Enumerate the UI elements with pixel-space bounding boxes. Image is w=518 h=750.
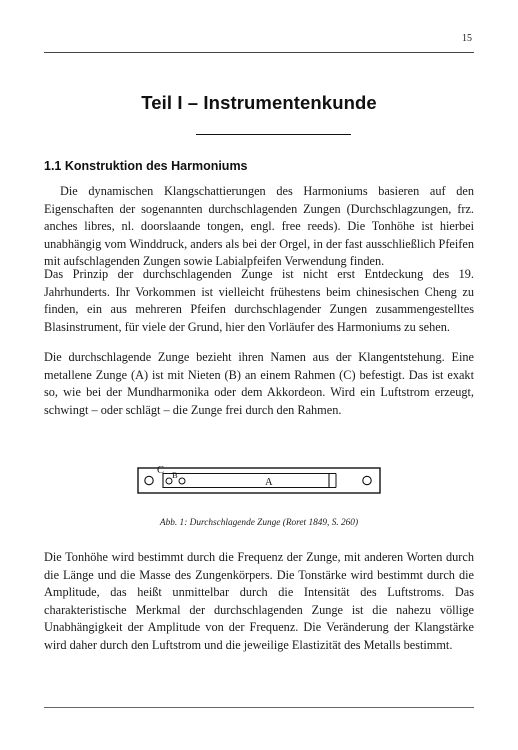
- footer-rule: [44, 707, 474, 708]
- paragraph-reed-dynamics: Die dynamischen Klangschattierungen des Harmoniums basieren auf den Eigenschaften der sogenannten durchschlagenden Zungen (Durchschlagzungen, frz. anches libres, nl. doorslaande tongen, engl. free reeds). Die Tonhöhe ist hierbei unabhängig vom Winddruck, anders als bei der Orgel, in der fast ausschließlich Pfeifen mit aufschlagenden Zungen sowie Labialpfeifen Verwendung finden.: [44, 184, 474, 269]
- free-reed-diagram: [129, 462, 389, 502]
- paragraph-reed-construction: Die durchschlagende Zunge bezieht ihren Namen aus der Klangentstehung. Eine metallene Zunge (A) ist mit Nieten (B) an einem Rahmen (C) befestigt. Das ist exakt so, wie bei der Mundharmonika oder dem Akkordeon. Wird ein Luftstrom erzeugt, schwingt – oder schlägt – die Zunge frei durch den Rahmen.: [44, 350, 474, 417]
- frame-right-hole-icon: [363, 476, 371, 484]
- reed-tongue-shape: [163, 474, 329, 488]
- rivet-icon: [179, 478, 185, 484]
- section-heading: 1.1 Konstruktion des Harmoniums: [44, 159, 248, 173]
- paragraph-reed-history: Das Prinzip der durchschlagenden Zunge ist nicht erst Entdeckung des 19. Jahrhunderts. Ihr Vorkommen ist vielleicht frühestens beim chinesischen Cheng zu finden, ein aus mehreren Pfeifen durchschlagender Zungen zusammengestelltes Blasinstrument, für viele der Grund, hier den Vorläufer des Harmoniums zu sehen.: [44, 267, 474, 334]
- label-frame: C: [157, 465, 165, 476]
- paragraph-pitch-volume: Die Tonhöhe wird bestimmt durch die Frequenz der Zunge, mit anderen Worten durch die Länge und die Masse des Zungenkörpers. Die Tonstärke wird bestimmt durch die Amplitude, das heißt unmittelbar durch die Intensität des Luftstroms. Das charakteristische Merkmal der durchschlagenden Zunge ist die nahezu völlige Unabhängigkeit der Amplitude von der Frequenz. Die Veränderung der Klangstärke wird daher durch den Luftstrom und die jeweilige Elastizität des Metalls bestimmt.: [44, 550, 474, 652]
- figure-caption: Abb. 1: Durchschlagende Zunge (Roret 1849, S. 260): [159, 518, 359, 528]
- part-title: Teil I – Instrumentenkunde: [141, 92, 377, 113]
- title-underline: [196, 134, 351, 135]
- reed-diagram-figure: [129, 462, 389, 502]
- page-number: 15: [462, 33, 472, 44]
- label-rivets: B: [172, 470, 178, 480]
- frame-left-hole-icon: [145, 476, 153, 484]
- label-tongue: A: [265, 477, 273, 488]
- header-rule: [44, 52, 474, 53]
